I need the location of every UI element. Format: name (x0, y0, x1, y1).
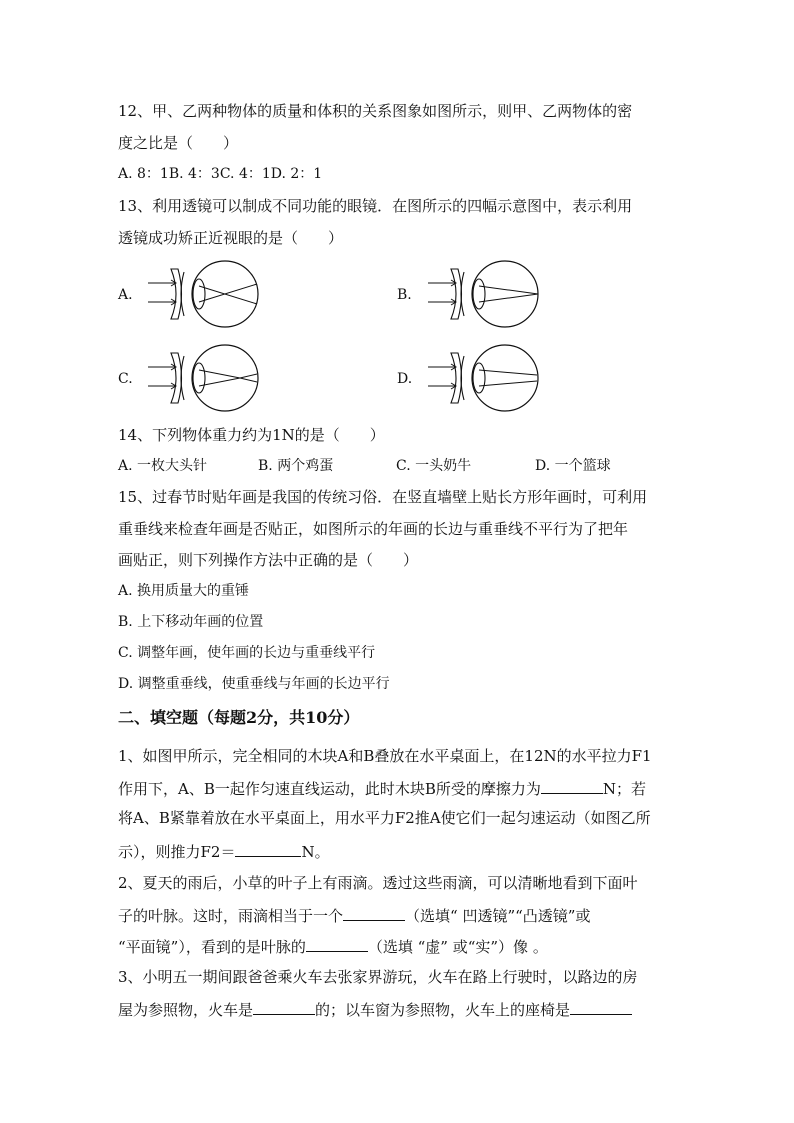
q15-stem-line1: 15、过春节时贴年画是我国的传统习俗．在竖直墙壁上贴长方形年画时，可利用 (118, 488, 648, 506)
f3-answer-blank-2[interactable] (570, 998, 632, 1015)
f2-line2-text-b: （选填“ 凹透镜”“凸透镜”或 (405, 907, 591, 925)
q14-option-d: D. 一个篮球 (535, 458, 611, 474)
q15-option-c: C. 调整年画，使年画的长边与重垂线平行 (118, 645, 376, 661)
f2-answer-blank-1[interactable] (343, 904, 405, 921)
f2-line2 (118, 904, 590, 926)
q14-option-b: B. 两个鸡蛋 (258, 458, 334, 474)
q14-stem: 14、下列物体重力约为1N的是（ ） (118, 426, 385, 444)
f1-line4-text-b: N。 (301, 843, 330, 861)
q13-choice-b-label: B. (397, 287, 412, 303)
f3-answer-blank-1[interactable] (253, 998, 315, 1015)
q15-option-b: B. 上下移动年画的位置 (118, 614, 264, 630)
f1-line2-text-b: N；若 (602, 780, 647, 798)
f2-line3-text-a: “平面镜”），看到的是叶脉的 (118, 938, 306, 956)
f3-line2 (118, 998, 632, 1020)
eye-diagram-c (140, 342, 270, 414)
f1-line4 (118, 840, 330, 862)
eye-diagram-b (420, 258, 550, 330)
q13-choice-c-label: C. (118, 371, 133, 387)
q13-stem-line2: 透镜成功矫正近视眼的是（ ） (118, 229, 344, 247)
q14-option-c: C. 一头奶牛 (396, 458, 472, 474)
q12-stem-line2: 度之比是（ ） (118, 134, 239, 152)
f2-line2-text-a: 子的叶脉。这时，雨滴相当于一个 (118, 907, 344, 925)
eye-diagram-a (140, 258, 270, 330)
q13-stem-line1: 13、利用透镜可以制成不同功能的眼镜．在图所示的四幅示意图中，表示利用 (118, 197, 633, 215)
section-heading: 二、填空题（每题2分，共10分） (118, 708, 360, 727)
f1-line2-text-a: 作用下，A、B一起作匀速直线运动，此时木块B所受的摩擦力为 (118, 780, 541, 798)
f2-line3-text-b: （选填 “虚” 或“实”）像 。 (367, 938, 548, 956)
q12-options: A. 8：1B. 4：3C. 4：1D. 2：1 (118, 166, 323, 182)
f2-answer-blank-2[interactable] (306, 935, 368, 952)
f1-line4-text-a: 示），则推力F2＝ (118, 843, 236, 861)
q12-stem-line1: 12、甲、乙两种物体的质量和体积的关系图象如图所示，则甲、乙两物体的密 (118, 102, 633, 120)
q15-option-a: A. 换用质量大的重锤 (118, 583, 250, 599)
f2-line3 (118, 935, 548, 957)
f1-answer-blank-1[interactable] (541, 777, 603, 794)
q14-option-a: A. 一枚大头针 (118, 458, 208, 474)
f2-line1: 2、夏天的雨后，小草的叶子上有雨滴。透过这些雨滴，可以清晰地看到下面叶 (118, 874, 638, 892)
q15-stem-line2: 重垂线来检查年画是否贴正，如图所示的年画的长边与重垂线不平行为了把年 (118, 520, 629, 538)
f1-line3: 将A、B紧靠着放在水平桌面上，用水平力F2推A使它们一起匀速运动（如图乙所 (118, 809, 651, 827)
q15-option-d: D. 调整重垂线，使重垂线与年画的长边平行 (118, 676, 390, 692)
f3-line2-text-b: 的；以车窗为参照物，火车上的座椅是 (315, 1001, 571, 1019)
q13-choice-a-label: A. (118, 287, 133, 303)
q15-stem-line3: 画贴正，则下列操作方法中正确的是（ ） (118, 551, 419, 569)
f1-line2 (118, 777, 646, 799)
f3-line2-text-a: 屋为参照物，火车是 (118, 1001, 254, 1019)
f3-line1: 3、小明五一期间跟爸爸乘火车去张家界游玩，火车在路上行驶时，以路边的房 (118, 968, 638, 986)
f1-answer-blank-2[interactable] (235, 840, 301, 857)
f1-line1: 1、如图甲所示，完全相同的木块A和B叠放在水平桌面上，在12N的水平拉力F1 (118, 747, 652, 765)
q13-choice-d-label: D. (397, 371, 413, 387)
eye-diagram-d (420, 342, 550, 414)
